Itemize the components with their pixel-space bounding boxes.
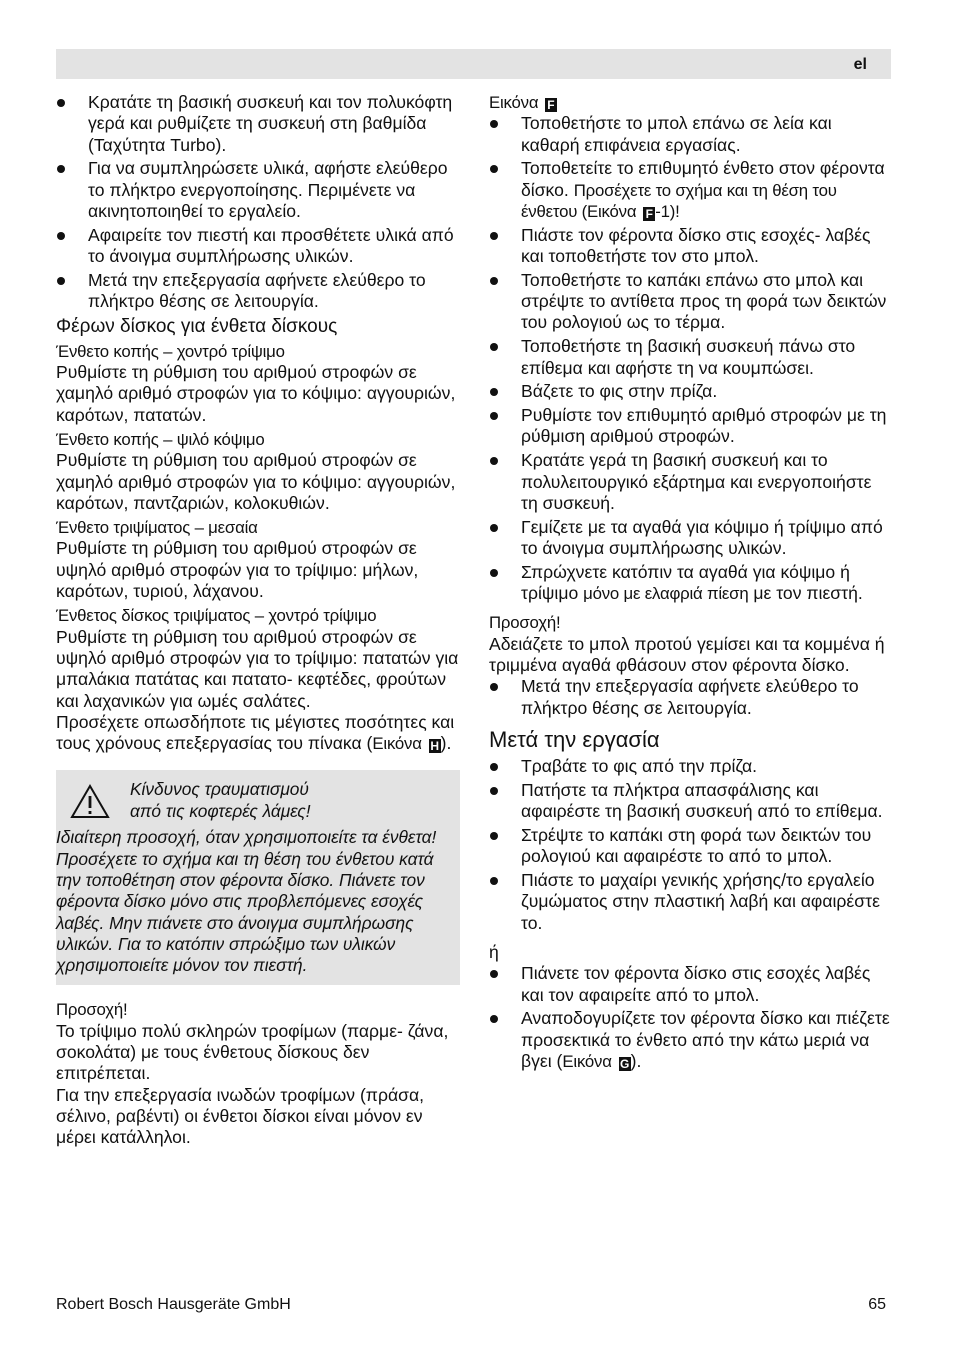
caution-text: Αδειάζετε το μπολ προτού γεμίσει και τα κομμένα ή τριμμένα αγαθά φθάσουν στον φέροντα δίσκο. — [489, 633, 885, 675]
bullet-list-after-caution — [489, 676, 893, 719]
warning-header — [56, 779, 458, 823]
list-item: Τοποθετείτε το επιθυμητό ένθετο στον φέροντα δίσκο. Προσέχετε το σχήμα και τη θέση του ένθετου (Εικόνα F -1)! — [489, 158, 893, 222]
insert-title-fine-slicing: Ένθετο κοπής – ψιλό κόψιμο — [56, 429, 265, 449]
warning-title-line2: από τις κοφτερές λάμες! — [130, 800, 311, 821]
insert-title-coarse-grating: Ένθετος δίσκος τριψίματος – χοντρό τρίψιμο — [56, 606, 377, 626]
list-item: Αφαιρείτε τον πιεστή και προσθέτετε υλικά από το άνοιγμα συμπλήρωσης υλικών. — [56, 225, 460, 268]
caution-title: Προσοχή! — [489, 613, 561, 633]
figure-title: Εικόνα F — [489, 92, 893, 113]
header-bar — [56, 49, 891, 79]
list-item: Για να συμπληρώσετε υλικά, αφήστε ελεύθερο το πλήκτρο ενεργοποίησης. Περιμένετε να ακινητοποιηθεί το εργαλείο. — [56, 158, 460, 222]
list-item: Πιάνετε τον φέροντα δίσκο στις εσοχές λαβές και τον αφαιρείτε από το μπολ. — [489, 963, 893, 1006]
page-number: 65 — [868, 1296, 886, 1313]
list-item: Τραβάτε το φις από την πρίζα. — [489, 756, 893, 777]
list-item: Κρατάτε τη βασική συσκευή και τον πολυκόφτη γερά και ρυθμίζετε τη συσκευή στη βαθμίδα (Ταχύτητα Turbo). — [56, 92, 460, 156]
bullet-list-usage — [489, 113, 893, 604]
list-item: Κρατάτε γερά τη βασική συσκευή και το πολυλειτουργικό εξάρτημα και ενεργοποιήστε τη συσκευή. — [489, 450, 893, 514]
bullet-list-after-work — [489, 756, 893, 934]
footer-company: Robert Bosch Hausgeräte GmbH — [56, 1296, 291, 1313]
list-item: Τοποθετήστε το μπολ επάνω σε λεία και καθαρή επιφάνεια εργασίας. — [489, 113, 893, 156]
section-title-after-work: Μετά την εργασία — [489, 726, 660, 752]
insert-text: Ρυθμίστε τη ρύθμιση του αριθμού στροφών σε χαμηλό αριθμό στροφών για το κόψιμο: αγγουριών, καρότων, πατατών. — [56, 362, 456, 425]
warning-box — [56, 770, 460, 985]
list-item: Αναποδογυρίζετε τον φέροντα δίσκο και πιέζετε προσεκτικά το ένθετο από την κάτω μεριά να βγει (Εικόνα G). — [489, 1008, 893, 1072]
list-item: Γεμίζετε με τα αγαθά για κόψιμο ή τρίψιμο από το άνοιγμα συμπλήρωσης υλικών. — [489, 517, 893, 560]
warning-text: Ιδιαίτερη προσοχή, όταν χρησιμοποιείτε τα ένθετα! Προσέχετε το σχήμα και τη θέση του ένθετου κατά την τοποθέτηση στον φέροντα δίσκο. Πιάνετε τον φέροντα δίσκο μόνο στις προβλεπόμενες εσοχές λαβές. Μην πιάνετε στο άνοιγμα συμπλήρωσης υλικών. Για το κατόπιν σπρώξιμο των υλικών χρησιμοποιείτε μόνον τον πιεστή. — [56, 827, 437, 976]
right-column — [489, 92, 893, 1075]
warning-triangle-icon — [70, 783, 110, 819]
list-item: Μετά την επεξεργασία αφήνετε ελεύθερο το πλήκτρο θέσης σε λειτουργία. — [56, 270, 460, 313]
insert-text: Ρυθμίστε τη ρύθμιση του αριθμού στροφών σε υψηλό αριθμό στροφών για το τρίψιμο: πατατών για μπαλάκια πατάτας και πατατο- κεφτέδες, φρούτων και λαχανικών για ωμές σαλάτες. — [56, 626, 459, 711]
figure-f-icon: F — [643, 207, 655, 221]
caution-text: Για την επεξεργασία ινωδών τροφίμων (πράσα, σέλινο, ραβέντι) οι ένθετοι δίσκοι είναι μόνον εν μέρει κατάλληλοι. — [56, 1084, 425, 1148]
language-code: el — [853, 56, 867, 73]
caution-title: Προσοχή! — [56, 1000, 128, 1020]
caution-text: Το τρίψιμο πολύ σκληρών τροφίμων (παρμε- ζάνα, σοκολάτα) με τους ένθετους δίσκους δεν επιτρέπεται. — [56, 1020, 449, 1084]
list-item: Βάζετε το φις στην πρίζα. — [489, 381, 893, 402]
bullet-list-alternative — [489, 963, 893, 1072]
bullet-list-operation — [56, 92, 460, 312]
or-text: ή — [489, 941, 499, 962]
left-column — [56, 92, 460, 1149]
figure-h-icon: H — [430, 739, 439, 754]
insert-text: Ρυθμίστε τη ρύθμιση του αριθμού στροφών σε υψηλό αριθμό στροφών για το τρίψιμο: μήλων, καρότων, τυριού, λάχανου. — [56, 538, 419, 602]
list-item: Στρέψτε το καπάκι στη φορά των δεικτών του ρολογιού και αφαιρέστε το από το μπολ. — [489, 825, 893, 868]
list-item: Πιάστε το μαχαίρι γενικής χρήσης/το εργαλείο ζυμώματος στην πλαστική λαβή και αφαιρέστε το. — [489, 870, 893, 934]
list-item: Πατήστε τα πλήκτρα απασφάλισης και αφαιρέστε τη βασική συσκευή από το επίθεμα. — [489, 780, 893, 823]
list-item: Σπρώχνετε κατόπιν τα αγαθά για κόψιμο ή τρίψιμο μόνο με ελαφριά πίεση με τον πιεστή. — [489, 562, 893, 605]
list-item: Ρυθμίστε τον επιθυμητό αριθμό στροφών με τη ρύθμιση αριθμού στροφών. — [489, 405, 893, 448]
list-item: Τοποθετήστε το καπάκι επάνω στο μπολ και στρέψτε το αντίθετα προς τη φορά των δεικτών του ρολογιού ως το τέρμα. — [489, 270, 893, 334]
section-title-disc-carrier: Φέρων δίσκος για ένθετα δίσκους — [56, 316, 338, 338]
figure-g-icon: G — [619, 1056, 630, 1071]
insert-title-coarse-slicing: Ένθετο κοπής – χοντρό τρίψιμο — [56, 341, 285, 361]
list-item: Τοποθετήστε τη βασική συσκευή πάνω στο επίθεμα και αφήστε τη να κουμπώσει. — [489, 336, 893, 379]
list-item: Πιάστε τον φέροντα δίσκο στις εσοχές- λαβές και τοποθετήστε τον στο μπολ. — [489, 225, 893, 268]
table-note: Προσέχετε οπωσδήποτε τις μέγιστες ποσότητες και τους χρόνους επεξεργασίας του πίνακα (Εικόνα H). — [56, 711, 455, 754]
figure-f-icon: F — [545, 98, 557, 112]
list-item: Μετά την επεξεργασία αφήνετε ελεύθερο το πλήκτρο θέσης σε λειτουργία. — [489, 676, 893, 719]
insert-text: Ρυθμίστε τη ρύθμιση του αριθμού στροφών σε χαμηλό αριθμό στροφών για το κόψιμο: αγγουριών, καρότων, παντζαριών, κολοκυθιών. — [56, 450, 456, 513]
warning-title-line1: Κίνδυνος τραυματισμού — [130, 779, 309, 800]
insert-title-medium-grating: Ένθετο τριψίματος – μεσαία — [56, 518, 258, 538]
